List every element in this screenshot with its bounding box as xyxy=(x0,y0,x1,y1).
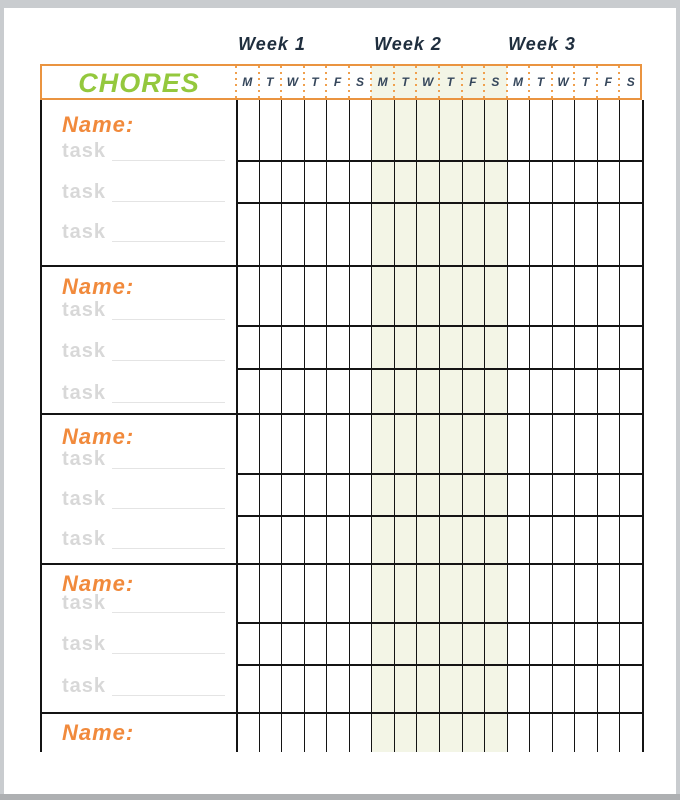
day-header-cell: T xyxy=(446,75,454,89)
grid-line-horizontal xyxy=(236,325,644,327)
grid-line-vertical xyxy=(281,100,282,752)
name-field-label: Name: xyxy=(62,720,135,745)
task-field-label: task xyxy=(62,340,107,362)
day-column-dotted-divider xyxy=(393,66,395,98)
task-fill-in-line xyxy=(112,468,225,469)
task-field-label: task xyxy=(62,675,107,697)
day-header-cell: T xyxy=(311,75,319,89)
day-header-cell: M xyxy=(377,75,388,89)
name-field-label: Name: xyxy=(62,112,135,137)
name-field-label: Name: xyxy=(62,424,135,449)
day-column-dotted-divider xyxy=(461,66,463,98)
day-header-cell: F xyxy=(604,75,612,89)
section-boundary-line xyxy=(40,413,644,415)
grid-line-vertical xyxy=(529,100,530,752)
grid-line-horizontal xyxy=(236,202,644,204)
task-field-label: task xyxy=(62,633,107,655)
day-column-dotted-divider xyxy=(415,66,417,98)
grid-line-vertical xyxy=(462,100,463,752)
day-header-cell: M xyxy=(242,75,253,89)
page-title: CHORES xyxy=(78,68,200,98)
day-column-dotted-divider xyxy=(618,66,620,98)
day-column-dotted-divider xyxy=(438,66,440,98)
week-label: Week 1 xyxy=(238,34,306,54)
day-column-dotted-divider xyxy=(551,66,553,98)
grid-line-vertical xyxy=(416,100,417,752)
section-boundary-line xyxy=(40,712,644,714)
task-fill-in-line xyxy=(112,612,225,613)
day-header-cell: S xyxy=(356,75,365,89)
task-field-label: task xyxy=(62,528,107,550)
day-header-cell: W xyxy=(286,75,299,89)
task-fill-in-line xyxy=(112,508,225,509)
task-fill-in-line xyxy=(112,160,225,161)
task-fill-in-line xyxy=(112,548,225,549)
day-column-dotted-divider xyxy=(573,66,575,98)
grid-line-horizontal xyxy=(236,160,644,162)
day-header-cell: F xyxy=(333,75,342,89)
day-header-cell: F xyxy=(469,75,477,89)
task-fill-in-line xyxy=(112,695,225,696)
week-label: Week 2 xyxy=(374,34,442,54)
grid-line-horizontal xyxy=(236,473,644,475)
grid-line-vertical xyxy=(326,100,327,752)
task-field-label: task xyxy=(62,181,107,203)
day-header-cell: T xyxy=(581,75,590,89)
task-field-label: task xyxy=(62,488,107,510)
page-edge-bottom xyxy=(0,794,680,800)
grid-line-vertical xyxy=(619,100,620,752)
week-label: Week 3 xyxy=(508,34,576,54)
day-column-dotted-divider xyxy=(325,66,327,98)
week-labels-row xyxy=(0,34,680,62)
day-header-cell: W xyxy=(557,75,569,89)
day-column-dotted-divider xyxy=(483,66,485,98)
grid-line-vertical xyxy=(349,100,350,752)
day-column-dotted-divider xyxy=(506,66,508,98)
grid-line-vertical xyxy=(439,100,440,752)
grid-line-horizontal xyxy=(236,622,644,624)
task-field-label: task xyxy=(62,299,107,321)
task-field-label: task xyxy=(62,221,107,243)
grid-line-vertical xyxy=(259,100,260,752)
day-header-cell: T xyxy=(536,75,545,89)
task-field-label: task xyxy=(62,382,107,404)
day-column-dotted-divider xyxy=(596,66,598,98)
day-column-dotted-divider xyxy=(528,66,530,98)
grid-line-vertical xyxy=(574,100,575,752)
day-column-dotted-divider xyxy=(258,66,260,98)
grid-line-vertical xyxy=(552,100,553,752)
day-column-dotted-divider xyxy=(280,66,282,98)
task-field-label: task xyxy=(62,140,107,162)
page-edge-right xyxy=(676,0,680,800)
day-column-dotted-divider xyxy=(348,66,350,98)
grid-line-vertical xyxy=(642,100,644,752)
left-panel-border xyxy=(40,100,42,752)
page-edge-top xyxy=(0,0,680,8)
task-fill-in-line xyxy=(112,402,225,403)
grid-line-horizontal xyxy=(236,368,644,370)
grid-line-vertical xyxy=(394,100,395,752)
task-fill-in-line xyxy=(112,201,225,202)
task-fill-in-line xyxy=(112,360,225,361)
grid-line-vertical xyxy=(236,100,238,752)
day-header-cell: T xyxy=(401,75,409,89)
day-header-cell: S xyxy=(491,75,500,89)
task-fill-in-line xyxy=(112,319,225,320)
page-edge-left xyxy=(0,0,4,800)
name-field-label: Name: xyxy=(62,571,135,596)
grid-line-horizontal xyxy=(236,515,644,517)
day-header-cell: T xyxy=(266,75,274,89)
day-header-cell: W xyxy=(422,75,434,89)
task-fill-in-line xyxy=(112,241,225,242)
task-field-label: task xyxy=(62,448,107,470)
grid-line-vertical xyxy=(484,100,485,752)
name-field-label: Name: xyxy=(62,274,135,299)
task-field-label: task xyxy=(62,592,107,614)
day-column-dotted-divider xyxy=(370,66,372,98)
grid-line-horizontal xyxy=(236,664,644,666)
day-column-dotted-divider xyxy=(303,66,305,98)
day-column-dotted-divider xyxy=(235,66,237,98)
grid-line-vertical xyxy=(304,100,305,752)
day-header-cell: S xyxy=(626,75,635,89)
section-boundary-line xyxy=(40,265,644,267)
day-header-cell: M xyxy=(512,75,523,89)
task-fill-in-line xyxy=(112,653,225,654)
grid-line-vertical xyxy=(371,100,372,752)
grid-line-vertical xyxy=(597,100,598,752)
section-boundary-line xyxy=(40,563,644,565)
grid-line-vertical xyxy=(507,100,508,752)
